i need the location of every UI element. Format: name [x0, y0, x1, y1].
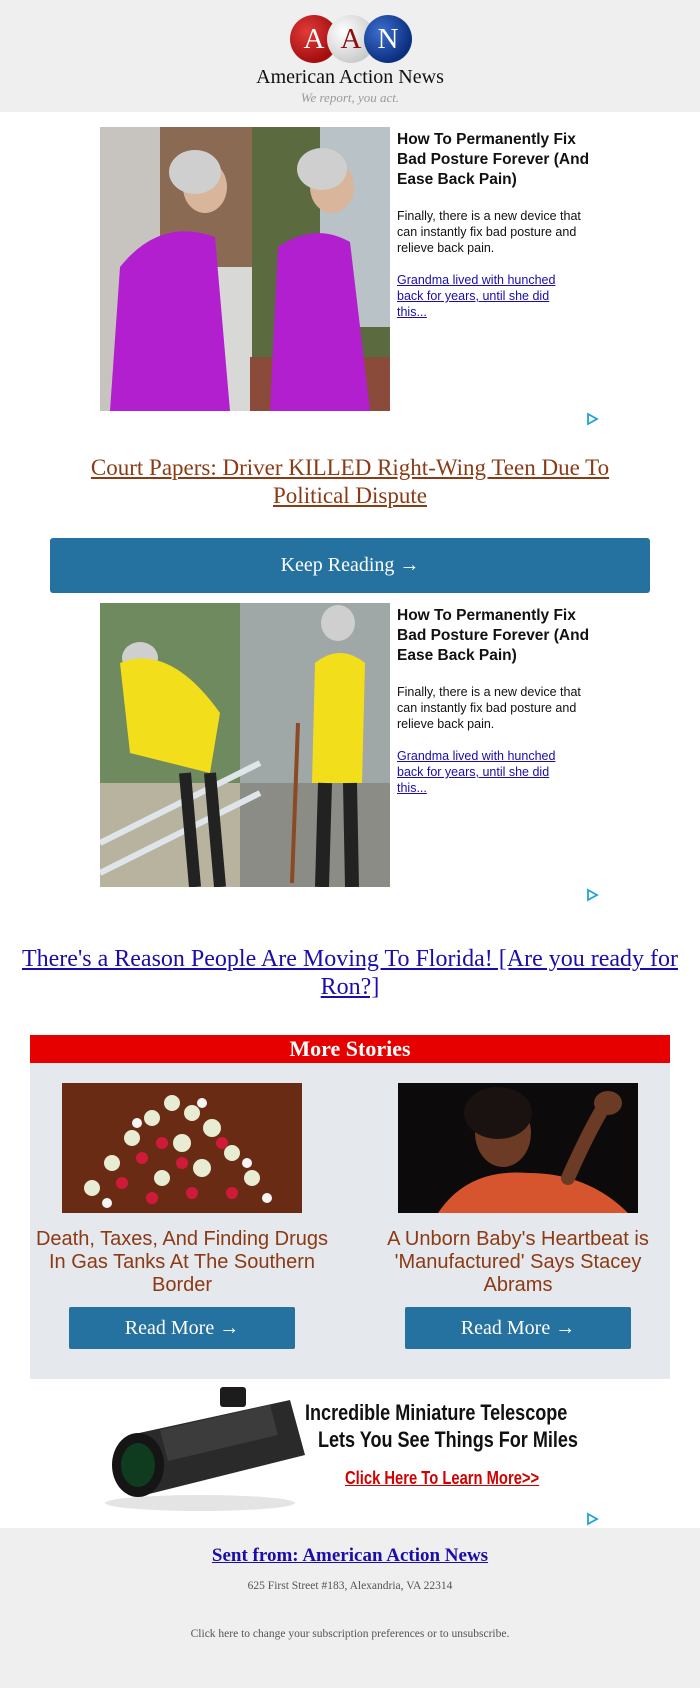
more-stories-title: More Stories — [30, 1035, 670, 1063]
ad-image-posture-2[interactable] — [100, 603, 390, 887]
monocular-telescope-icon — [100, 1385, 310, 1515]
read-more-button[interactable]: Read More → — [405, 1307, 631, 1349]
footer-address: 625 First Street #183, Alexandria, VA 22314 — [247, 1580, 453, 1592]
ad-title[interactable]: How To Permanently Fix Bad Posture Forever (And Ease Back Pain) — [397, 607, 590, 664]
pills-image-icon — [62, 1083, 302, 1213]
ad-link[interactable]: Grandma lived with hunched back for years, until she did this... — [397, 273, 556, 319]
story-title[interactable]: Death, Taxes, And Finding Drugs In Gas Tanks At The Southern Border — [35, 1228, 329, 1296]
telescope-ad[interactable] — [100, 1385, 600, 1515]
posture-before-after-icon — [100, 127, 390, 411]
ad-body: Finally, there is a new device that can instantly fix bad posture and relieve back pain. — [397, 209, 581, 255]
florida-link[interactable]: There's a Reason People Are Moving To Florida! [Are you ready for Ron?] — [21, 946, 679, 1000]
logo-ball-n: N — [364, 15, 412, 63]
telescope-headline-1: Incredible Miniature Telescope — [305, 1400, 568, 1425]
logo-ball-a: A — [290, 15, 338, 63]
story-image-speaker[interactable] — [398, 1083, 638, 1213]
read-more-button[interactable]: Read More → — [69, 1307, 295, 1349]
ad-image-posture-1[interactable] — [100, 127, 390, 411]
telescope-headline-2: Lets You See Things For Miles — [318, 1427, 578, 1452]
ad-link[interactable]: Grandma lived with hunched back for years, until she did this... — [397, 749, 556, 795]
speaker-portrait-image-icon — [398, 1083, 638, 1213]
adchoices-icon[interactable] — [585, 412, 599, 426]
adchoices-icon[interactable] — [585, 1512, 599, 1526]
sent-from-link[interactable]: Sent from: American Action News — [211, 1545, 489, 1566]
unsubscribe-link[interactable]: Click here to change your subscription preferences or to unsubscribe. — [190, 1628, 510, 1640]
site-tagline: We report, you act. — [300, 90, 400, 105]
article-headline-link[interactable]: Court Papers: Driver KILLED Right-Wing Teen Due To Political Dispute — [90, 455, 610, 508]
story-image-pills[interactable] — [62, 1083, 302, 1213]
keep-reading-button[interactable]: Keep Reading → — [50, 538, 650, 593]
posture-before-after-icon — [100, 603, 390, 887]
ad-body: Finally, there is a new device that can instantly fix bad posture and relieve back pain. — [397, 685, 581, 731]
ad-title[interactable]: How To Permanently Fix Bad Posture Forever (And Ease Back Pain) — [397, 131, 590, 188]
site-name[interactable]: American Action News — [256, 66, 444, 88]
logo-ball-a2: A — [327, 15, 375, 63]
story-title[interactable]: A Unborn Baby's Heartbeat is 'Manufactured' Says Stacey Abrams — [387, 1228, 649, 1296]
telescope-cta-link[interactable]: Click Here To Learn More>> — [345, 1468, 540, 1488]
adchoices-icon[interactable] — [585, 888, 599, 902]
